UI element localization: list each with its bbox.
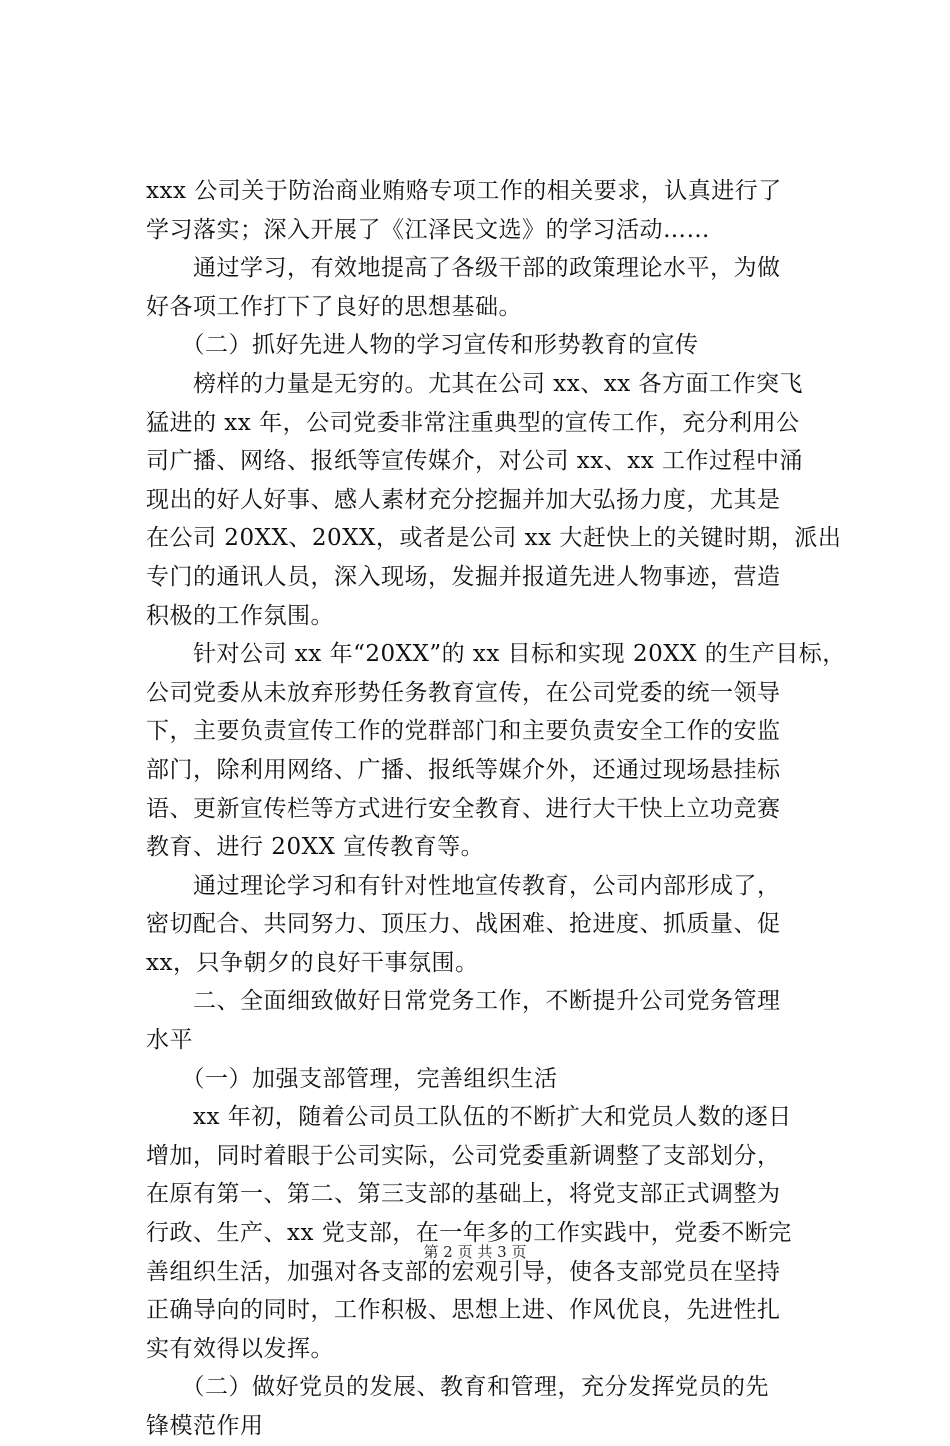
text-line: 通过学习，有效地提高了各级干部的政策理论水平，为做 [146, 255, 781, 282]
text-line: 积极的工作氛围。 [146, 602, 334, 629]
text-line: 司广播、网络、报纸等宣传媒介，对公司 xx、xx 工作过程中涌 [146, 448, 804, 475]
text-line: 猛进的 xx 年，公司党委非常注重典型的宣传工作，充分利用公 [146, 409, 800, 436]
section-heading: 二、全面细致做好日常党务工作，不断提升公司党务管理 [146, 988, 781, 1015]
text-line: 榜样的力量是无穷的。尤其在公司 xx、xx 各方面工作突飞 [146, 370, 804, 397]
section-heading: （二）做好党员的发展、教育和管理，充分发挥党员的先 [146, 1374, 769, 1401]
text-line: 语、更新宣传栏等方式进行安全教育、进行大干快上立功竞赛 [146, 795, 781, 822]
text-line: 密切配合、共同努力、顶压力、战困难、抢进度、抓质量、促 [146, 911, 781, 938]
section-heading: 水平 [146, 1027, 193, 1054]
text-line: 善组织生活，加强对各支部的宏观引导，使各支部党员在坚持 [146, 1258, 781, 1285]
text-line: 好各项工作打下了良好的思想基础。 [146, 293, 522, 320]
section-heading: 锋模范作用 [146, 1413, 264, 1439]
text-line: 针对公司 xx 年“20XX”的 xx 目标和实现 20XX 的生产目标， [146, 641, 846, 668]
section-heading: （二）抓好先进人物的学习宣传和形势教育的宣传 [146, 332, 699, 359]
text-line: 在原有第一、第二、第三支部的基础上，将党支部正式调整为 [146, 1181, 781, 1208]
text-line: 学习落实；深入开展了《江泽民文选》的学习活动…… [146, 216, 710, 243]
text-line: 下，主要负责宣传工作的党群部门和主要负责安全工作的安监 [146, 718, 781, 745]
text-line: 正确导向的同时，工作积极、思想上进、作风优良，先进性扎 [146, 1297, 781, 1324]
text-line: 通过理论学习和有针对性地宣传教育，公司内部形成了， [146, 872, 781, 899]
section-heading: （一）加强支部管理，完善组织生活 [146, 1065, 558, 1092]
text-line: 专门的通讯人员，深入现场，发掘并报道先进人物事迹，营造 [146, 563, 781, 590]
text-line: 部门，除利用网络、广播、报纸等媒介外，还通过现场悬挂标 [146, 756, 781, 783]
text-line: 公司党委从未放弃形势任务教育宣传，在公司党委的统一领导 [146, 679, 781, 706]
text-line: 教育、进行 20XX 宣传教育等。 [146, 834, 485, 861]
text-line: 在公司 20XX、20XX，或者是公司 xx 大赶快上的关键时期，派出 [146, 525, 842, 552]
text-line: 现出的好人好事、感人素材充分挖掘并加大弘扬力度，尤其是 [146, 486, 781, 513]
page-number-footer: 第 2 页 共 3 页 [423, 1243, 527, 1261]
text-line: 行政、生产、xx 党支部，在一年多的工作实践中，党委不断完 [146, 1220, 792, 1247]
text-line: 实有效得以发挥。 [146, 1335, 334, 1362]
text-line: 增加，同时着眼于公司实际，公司党委重新调整了支部划分， [146, 1142, 781, 1169]
text-line: xx，只争朝夕的良好干事氛围。 [146, 949, 479, 976]
text-line: xx 年初，随着公司员工队伍的不断扩大和党员人数的逐日 [146, 1104, 792, 1131]
text-line: xxx 公司关于防治商业贿赂专项工作的相关要求，认真进行了 [146, 178, 782, 204]
